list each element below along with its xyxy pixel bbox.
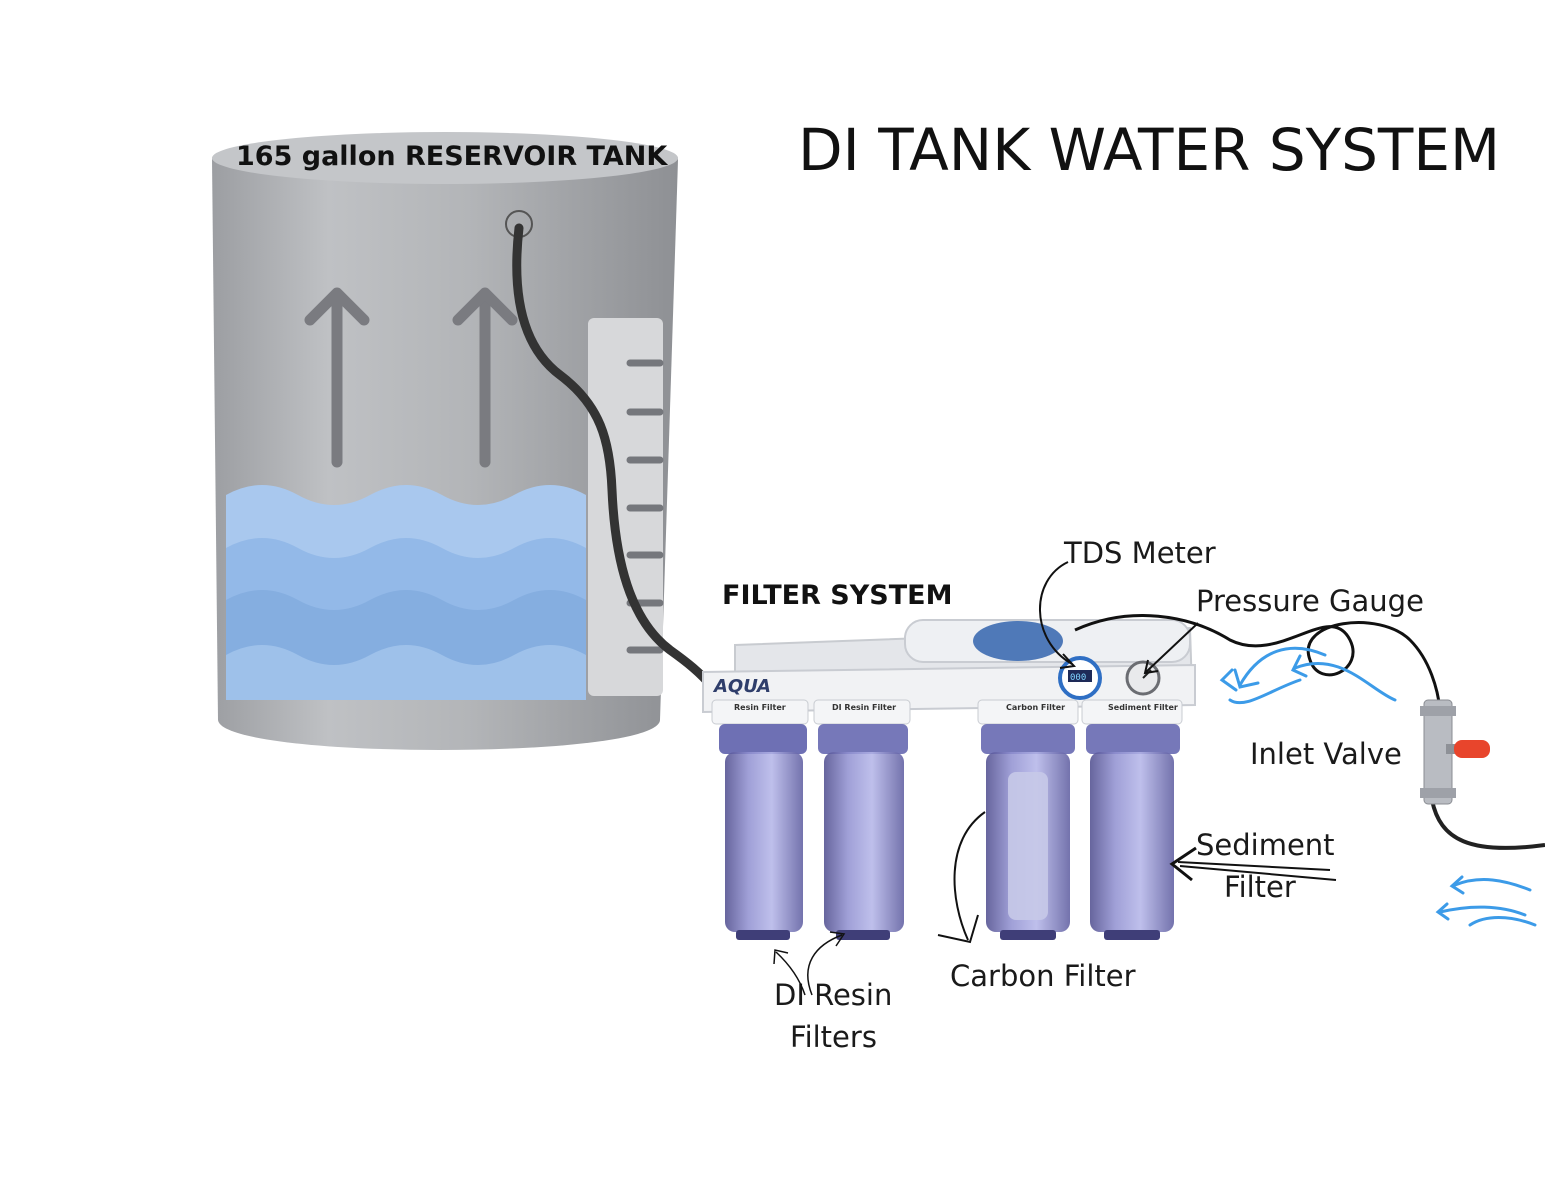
tank-label: 165 gallon RESERVOIR TANK <box>236 141 668 172</box>
label-sediment-line2: Filter <box>1224 870 1296 904</box>
label-sediment-line1: Sediment <box>1196 828 1335 862</box>
cartridge-label: Sediment Filter <box>1108 703 1178 712</box>
pressure-gauge <box>1127 662 1159 694</box>
pointer-sediment-head <box>1172 848 1196 880</box>
cartridge-label: DI Resin Filter <box>832 703 897 712</box>
label-inlet-valve: Inlet Valve <box>1250 737 1402 771</box>
label-tds-meter: TDS Meter <box>1064 536 1216 570</box>
level-gauge <box>588 318 663 696</box>
filter-system-label: FILTER SYSTEM <box>722 580 953 611</box>
valve-handle <box>1454 740 1490 758</box>
cartridge-label: Carbon Filter <box>1006 703 1066 712</box>
cartridge-di-resin-filter <box>814 700 910 940</box>
cartridge-sediment-filter <box>1082 700 1182 940</box>
brand-logo: AQUA <box>714 676 771 697</box>
tds-display: 000 <box>1070 673 1087 683</box>
outlet-hose <box>1432 800 1545 848</box>
water-wave-4 <box>226 645 586 700</box>
filter-unit <box>703 620 1195 940</box>
cartridge-carbon-filter <box>978 700 1078 940</box>
tank-water <box>226 485 586 700</box>
label-di-resin-line1: DI Resin <box>774 978 893 1012</box>
label-pressure-gauge: Pressure Gauge <box>1196 584 1424 618</box>
flow-arrows-lower <box>1438 877 1535 925</box>
cartridge-label: Resin Filter <box>734 703 786 712</box>
label-di-resin-line2: Filters <box>790 1020 877 1054</box>
cartridge-resin-filter <box>712 700 808 940</box>
label-carbon-filter: Carbon Filter <box>950 959 1136 993</box>
inlet-valve <box>1420 700 1490 804</box>
pointer-carbon-filter-head <box>938 915 978 942</box>
page-title: DI TANK WATER SYSTEM <box>798 116 1501 184</box>
tds-meter <box>1060 658 1100 698</box>
pointer-carbon-filter <box>955 812 985 940</box>
